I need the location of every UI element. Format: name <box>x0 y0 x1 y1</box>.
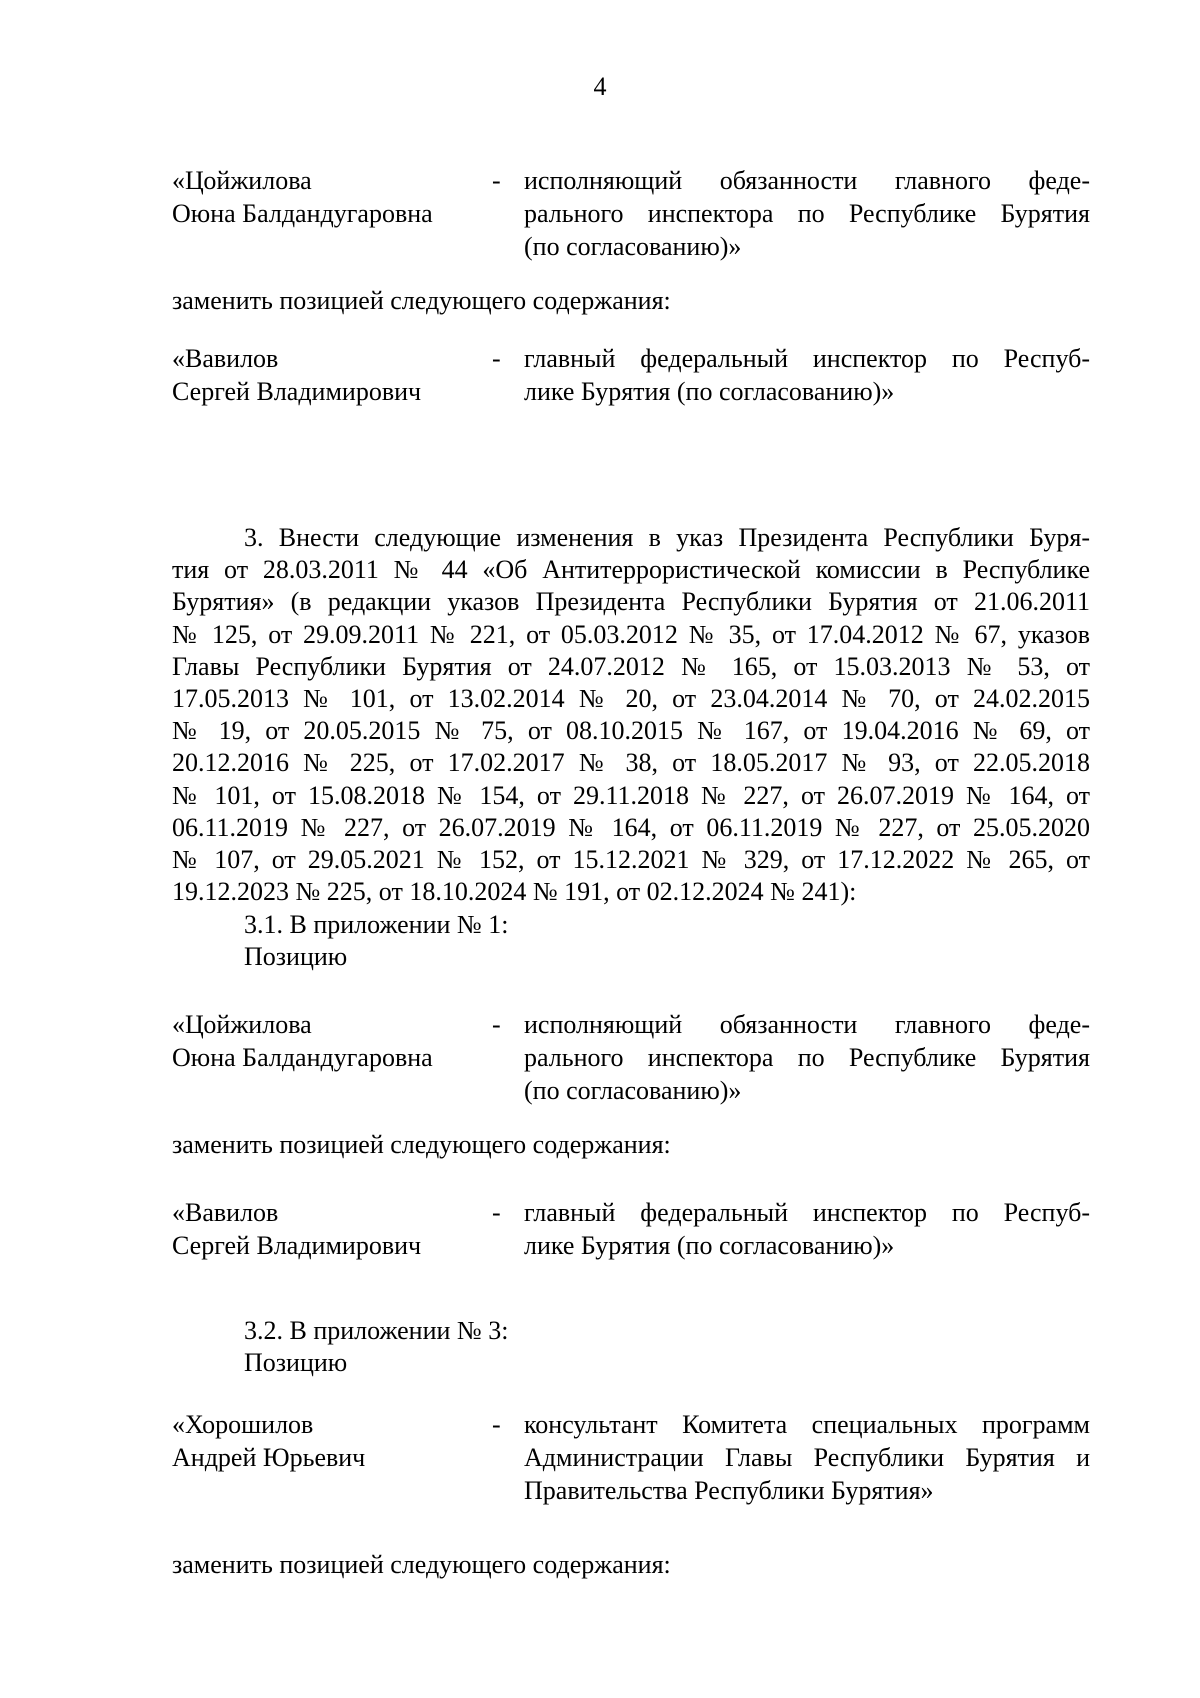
paragraph-line: Бурятия» (в редакции указов Президента Республики Бурятия от 21.06.2011 <box>172 587 1090 617</box>
position-label-2: Позицию <box>244 1348 348 1377</box>
subsection-3-2: 3.2. В приложении № 3: <box>244 1316 509 1345</box>
subsection-3-1: 3.1. В приложении № 1: <box>244 910 509 939</box>
description-line: (по согласованию)» <box>524 1076 742 1105</box>
position-description <box>524 342 1090 408</box>
replace-instruction-1: заменить позицией следующего содержания: <box>172 286 671 315</box>
replace-instruction-3: заменить позицией следующего содержания: <box>172 1550 671 1579</box>
person-name: «Вавилов Сергей Владимирович <box>172 344 422 406</box>
description-line: рального инспектора по Республике Бурятия <box>524 199 1090 228</box>
paragraph-line: Главы Республики Бурятия от 24.07.2012 № 165, от 15.03.2013 № 53, от <box>172 651 1090 681</box>
person-name: «Цойжилова Оюна Балдандугаровна <box>172 1010 433 1072</box>
paragraph-line: 20.12.2016 № 225, от 17.02.2017 № 38, от 18.05.2017 № 93, от 22.05.2018 <box>172 748 1090 778</box>
position-description <box>524 164 1090 263</box>
paragraph-line: 17.05.2013 № 101, от 13.02.2014 № 20, от 23.04.2014 № 70, от 24.02.2015 <box>172 683 1090 713</box>
paragraph-line: 3. Внести следующие изменения в указ Президента Республики Буря- <box>244 523 1090 552</box>
description-line: (по согласованию)» <box>524 232 742 261</box>
position-label-1: Позицию <box>244 942 348 971</box>
description-line: консультант Комитета специальных программ <box>524 1410 1090 1439</box>
description-line: лике Бурятия (по согласованию)» <box>524 377 895 406</box>
paragraph-line: 19.12.2023 № 225, от 18.10.2024 № 191, от 02.12.2024 № 241): <box>172 877 857 907</box>
description-line: Правительства Республики Бурятия» <box>524 1476 934 1505</box>
replace-instruction-2: заменить позицией следующего содержания: <box>172 1130 671 1159</box>
description-line: главный федеральный инспектор по Респуб- <box>524 344 1090 373</box>
paragraph-3 <box>172 522 1090 908</box>
person-name: «Цойжилова Оюна Балдандугаровна <box>172 166 433 228</box>
person-name: «Вавилов Сергей Владимирович <box>172 1198 422 1260</box>
description-line: Администрации Главы Республики Бурятия и <box>524 1443 1090 1472</box>
paragraph-line: тия от 28.03.2011 № 44 «Об Антитеррористической комиссии в Республике <box>172 555 1090 585</box>
paragraph-line: 06.11.2019 № 227, от 26.07.2019 № 164, от 06.11.2019 № 227, от 25.05.2020 <box>172 812 1090 842</box>
description-line: исполняющий обязанности главного феде- <box>524 166 1090 195</box>
position-description <box>524 1408 1090 1507</box>
position-description <box>524 1008 1090 1107</box>
dash-separator: - <box>492 1010 501 1039</box>
person-name: «Хорошилов Андрей Юрьевич <box>172 1410 366 1472</box>
page-number: 4 <box>593 72 607 101</box>
description-line: исполняющий обязанности главного феде- <box>524 1010 1090 1039</box>
paragraph-line: № 107, от 29.05.2021 № 152, от 15.12.2021 № 329, от 17.12.2022 № 265, от <box>172 844 1090 874</box>
description-line: главный федеральный инспектор по Респуб- <box>524 1198 1090 1227</box>
paragraph-line: № 125, от 29.09.2011 № 221, от 05.03.2012 № 35, от 17.04.2012 № 67, указов <box>172 619 1090 649</box>
dash-separator: - <box>492 1198 501 1227</box>
paragraph-line: № 19, от 20.05.2015 № 75, от 08.10.2015 № 167, от 19.04.2016 № 69, от <box>172 716 1090 746</box>
position-description <box>524 1196 1090 1262</box>
dash-separator: - <box>492 1410 501 1439</box>
description-line: лике Бурятия (по согласованию)» <box>524 1231 895 1260</box>
dash-separator: - <box>492 344 501 373</box>
description-line: рального инспектора по Республике Бурятия <box>524 1043 1090 1072</box>
paragraph-line: № 101, от 15.08.2018 № 154, от 29.11.2018 № 227, от 26.07.2019 № 164, от <box>172 780 1090 810</box>
dash-separator: - <box>492 166 501 195</box>
